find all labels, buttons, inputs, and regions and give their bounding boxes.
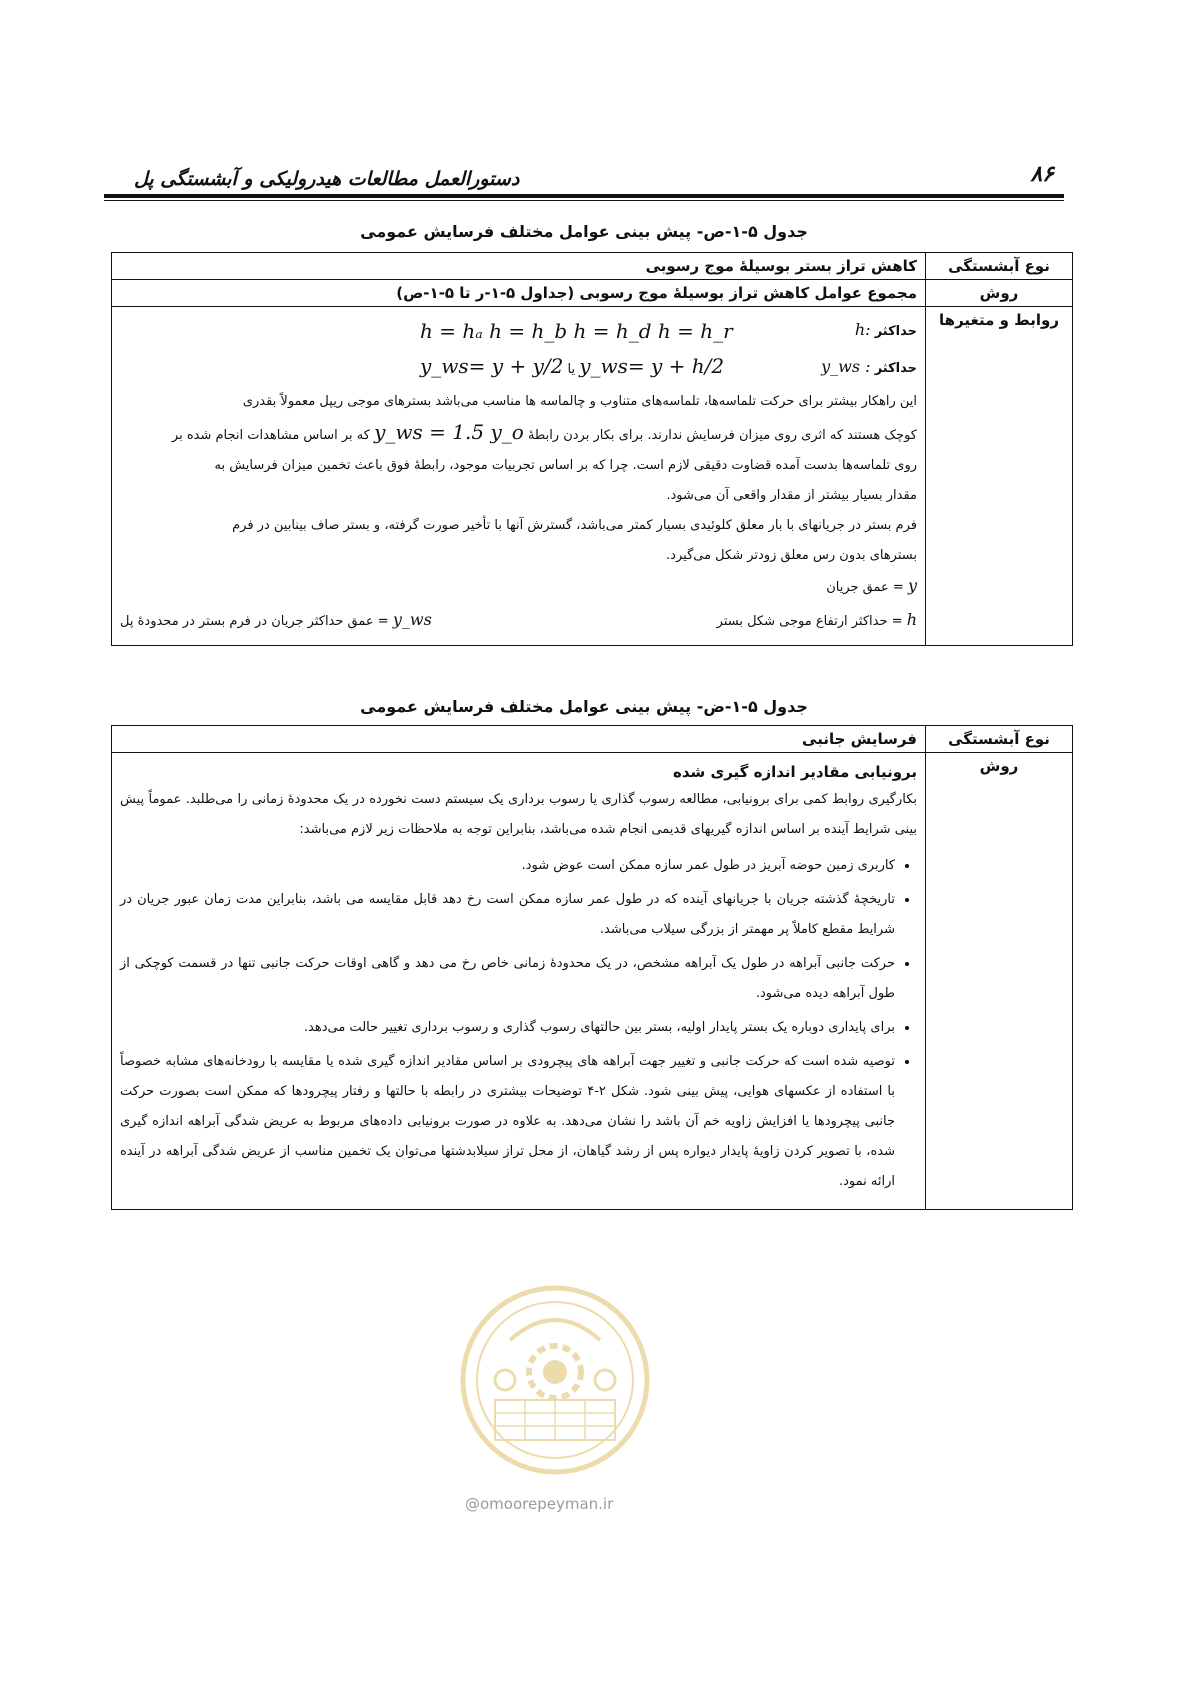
max-h-formula: h = hₐ h = h_b h = h_d h = h_r [420,319,733,343]
table2-row-type [112,726,1073,753]
para1-line-a: این راهکار بیشتر برای حرکت تلماسه‌ها، تلماسه‌های متناوب و چالماسه ها مناسب می‌باشد بسترهای موجی ریپل معمولاً بقدری [242,394,917,409]
table1 [111,252,1073,646]
para1-line-c: روی تلماسه‌ها بدست آمده قضاوت دقیقی لازم است. چرا که بر اساس تجربیات موجود، رابطهٔ فوق باعث تخمین میزان فرسایش به [214,458,917,473]
max-yws-row [120,349,917,387]
header-rule-thin [104,200,1064,201]
max-h-symbol: h: [854,320,871,339]
para2-line-b: بسترهای بدون رس معلق زودتر شکل می‌گیرد. [666,548,917,563]
table2-type-label: نوع آبشستگی [926,726,1073,753]
max-yws-symbol: y_ws : [821,357,871,376]
table2-type-value: فرسایش جانبی [112,726,926,753]
max-h-label: حداکثر [874,324,917,339]
table1-row-relations [112,307,1073,646]
running-title: دستورالعمل مطالعات هیدرولیکی و آبشستگی پل [134,168,520,190]
var-h-yws-row [120,603,917,639]
bullet-item: • برای پایداری دوباره یک بستر پایدار اولیه، بستر بین حالتهای رسوب گذاری و رسوب برداری تغییر حالت می‌دهد. [120,1013,895,1043]
table1-method-label: روش [926,280,1073,307]
yws-formula-1: y_ws= y + y/2 [420,354,564,378]
table1-caption: جدول ۵-۱-ص- پیش بینی عوامل مختلف فرسایش عمومی [360,222,808,241]
para1-b1: کوچک هستند که اثری روی میزان فرسایش ندارند. برای بکار بردن رابطهٔ [527,428,917,443]
var-yws-symbol: y_ws [392,610,432,629]
page-number: ۸۶ [1030,162,1054,187]
watermark-url: @omoorepeyman.ir [465,1495,614,1513]
var-h-desc: = حداکثر ارتفاع موجی شکل بستر [716,614,903,629]
yws-or: یا [567,362,576,377]
table1-method-value: مجموع عوامل کاهش تراز بوسیلهٔ موج رسوبی (جداول ۵-۱-ر تا ۵-۱-ص) [112,280,926,307]
table2-method-content [112,753,926,1210]
bullet-item: • حرکت جانبی آبراهه در طول یک آبراهه مشخص، در یک محدودهٔ زمانی خاص رخ می دهد و گاهی اوقات حرکت جانبی تنها در قسمت کوچکی از طول آبراهه دیده می‌شود. [120,949,895,1009]
table2-subtitle: برونیابی مقادیر اندازه گیری شده [672,763,917,781]
yws-formula-2: y_ws= y + h/2 [579,354,725,378]
table1-type-value: کاهش تراز بستر بوسیلهٔ موج رسوبی [112,253,926,280]
para1-b2: که بر اساس مشاهدات انجام شده بر [171,428,370,443]
var-yws-desc: = عمق حداکثر جریان در فرم بستر در محدودهٔ پل [120,614,389,629]
var-y-symbol: y [907,576,917,595]
table1-type-label: نوع آبشستگی [926,253,1073,280]
var-y-desc: = عمق جریان [826,580,904,595]
para1-formula: y_ws = 1.5 y_o [374,420,524,444]
table1-relations-label: روابط و متغیرها [926,307,1073,646]
bullet-item: • توصیه شده است که حرکت جانبی و تغییر جهت آبراهه های پیچرودی بر اساس مقادیر اندازه گیری شده یا مقایسه با رودخانه‌های مشابه خصوصاً با استفاده از عکسهای هوایی، پیش بینی شود. شکل ۲-۴ توضیحات بیشتری در رابطه با حالتها و رفتار پیچرودها که ممکن است بصورت حرکت جانبی پیچرودها یا افزایش زاویه خم آن باشد را نشان می‌دهد. به علاوه در صورت برونیابی داده‌های مربوط به عریض شدگی آبراهه اندازه گیری شده، با تصویر کردن زاویهٔ پایدار دیواره پس از رشد گیاهان، از محل تراز سیلابدشتها می‌توان یک تخمین مناسب از عریض شدگی آبراهه در آینده ارائه نمود. [120,1047,895,1197]
var-h-symbol: h [906,610,917,629]
para2-line-a: فرم بستر در جریانهای با بار معلق کلوئیدی بسیار کمتر می‌باشد، گسترش آنها با تأخیر صورت گرفته، و بستر صاف بینابین در فرم [232,518,917,533]
table1-relations-content [112,307,926,646]
table2-row-method [112,753,1073,1210]
table2-intro: بکارگیری روابط کمی برای برونیابی، مطالعه رسوب گذاری یا رسوب برداری یک سیستم دست نخورده در یک محدودهٔ زمانی را می‌طلبد. عموماً پیش بینی شرایط آینده بر اساس اندازه گیریهای قدیمی انجام شده می‌باشد، بنابراین توجه به ملاحظات زیر لازم می‌باشد: [120,792,917,837]
watermark-seal-icon [455,1280,655,1480]
table2-method-label: روش [926,753,1073,1210]
table2-bullet-list [120,851,917,1197]
para1-line-b [120,417,917,451]
max-yws-label: حداکثر [874,361,917,376]
para1-line-d: مقدار بسیار بیشتر از مقدار واقعی آن می‌شود. [666,488,917,503]
table1-row-method [112,280,1073,307]
page-header [104,160,1064,202]
max-h-row [120,313,917,349]
bullet-item: • کاربری زمین حوضه آبریز در طول عمر سازه ممکن است عوض شود. [120,851,895,881]
header-rule [104,194,1064,198]
bullet-item: • تاریخچهٔ گذشته جریان با جریانهای آینده که در طول عمر سازه ممکن است رخ دهد قابل مقایسه می باشد، بنابراین مدت زمان عبور جریان در شرایط مقطع کاملاً پر مهمتر از بزرگی سیلاب می‌باشد. [120,885,895,945]
table2 [111,725,1073,1210]
var-y [120,571,917,603]
table2-caption: جدول ۵-۱-ض- پیش بینی عوامل مختلف فرسایش عمومی [360,697,808,716]
table1-row-type [112,253,1073,280]
